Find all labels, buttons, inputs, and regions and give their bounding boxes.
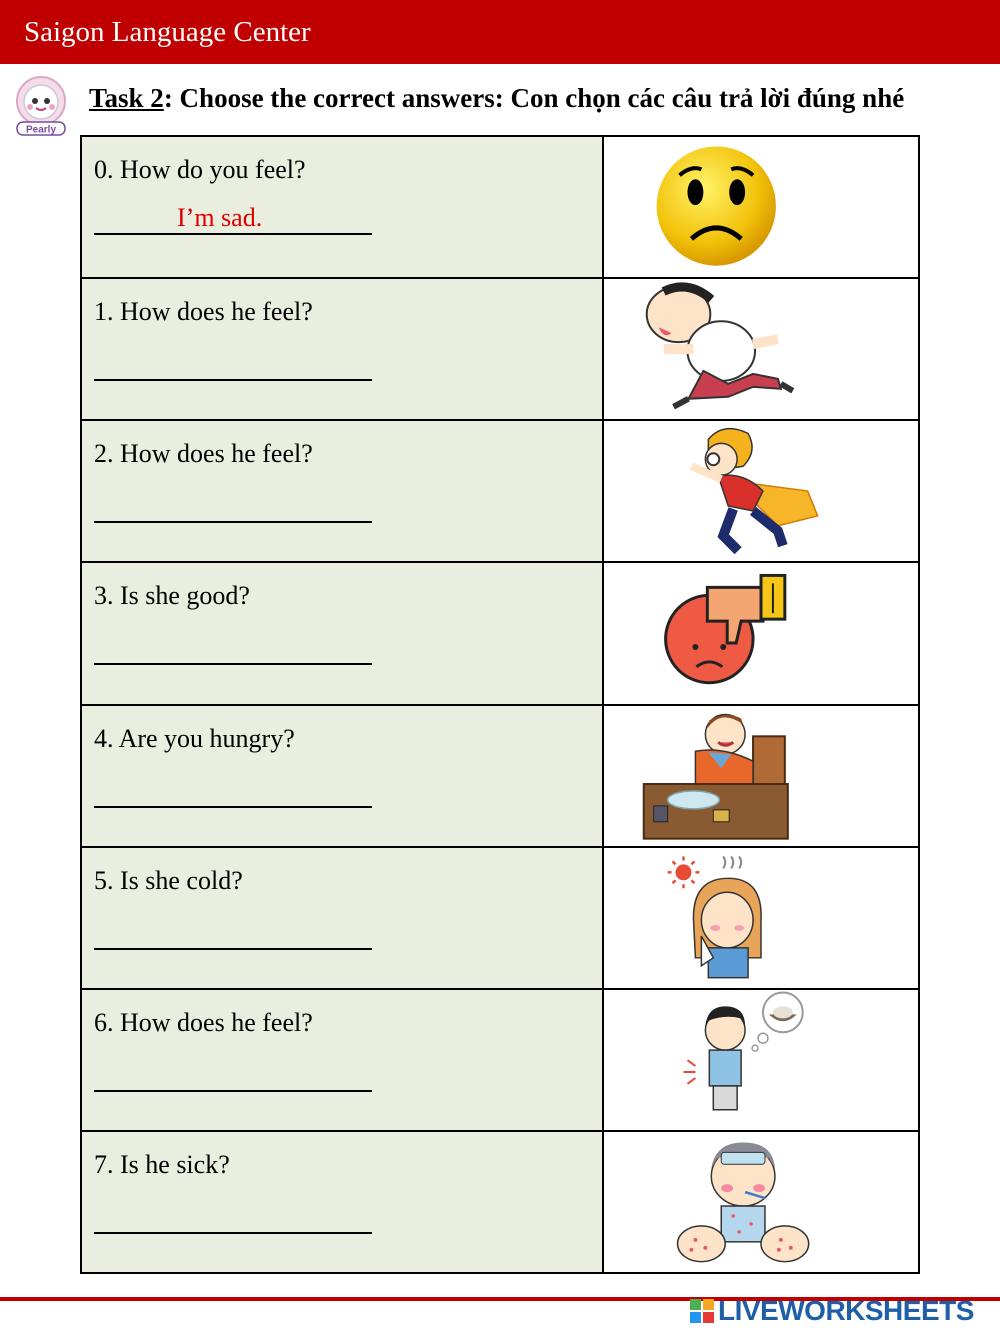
liveworksheets-logo-icon: [690, 1299, 714, 1323]
question-text: 6. How does he feel?: [94, 1007, 313, 1037]
picture-cell: [603, 847, 919, 989]
picture-cell: [603, 1131, 919, 1273]
question-row: [81, 562, 919, 704]
question-text: 4. Are you hungry?: [94, 723, 295, 753]
question-cell: [81, 562, 603, 704]
answer-blank[interactable]: [94, 1232, 372, 1234]
full-boy-at-table-icon: [604, 706, 918, 846]
pearly-mascot-icon: [12, 75, 70, 137]
header-bar: [0, 0, 1000, 64]
answer-text: I’m sad.: [177, 203, 263, 232]
brand-text: LIVEWORKSHEETS: [718, 1295, 974, 1326]
question-row: [81, 705, 919, 847]
worksheet-table: [80, 135, 920, 1274]
liveworksheets-logo[interactable]: [690, 1296, 974, 1326]
question-cell: [81, 705, 603, 847]
center-title: Saigon Language Center: [24, 16, 311, 48]
picture-cell: [603, 278, 919, 420]
answer-blank[interactable]: [94, 663, 372, 665]
hungry-boy-icon: [604, 990, 918, 1130]
answer-blank[interactable]: [94, 233, 372, 235]
question-cell: [81, 420, 603, 562]
picture-cell: [603, 562, 919, 704]
task-instruction: : Choose the correct answers: Con chọn các câu trả lời đúng nhé: [163, 83, 905, 113]
task-label: Task 2: [89, 83, 164, 113]
question-cell: [81, 847, 603, 989]
question-cell: [81, 278, 603, 420]
question-text: 5. Is she cold?: [94, 865, 243, 895]
question-cell: [81, 989, 603, 1131]
question-text: 0. How do you feel?: [94, 155, 306, 184]
question-cell: [81, 1131, 603, 1273]
picture-cell: [603, 420, 919, 562]
question-text: 1. How does he feel?: [94, 297, 313, 327]
hot-girl-icon: [604, 848, 918, 988]
question-row: [81, 847, 919, 989]
picture-cell: [603, 989, 919, 1131]
answer-blank[interactable]: [94, 1090, 372, 1092]
question-cell: [81, 136, 603, 278]
sick-boy-icon: [604, 1132, 918, 1272]
sad-face-icon: [604, 137, 918, 277]
superhero-boy-icon: [604, 421, 918, 561]
tired-runner-icon: [604, 279, 918, 419]
question-row: [81, 989, 919, 1131]
logo-label: Pearly: [25, 124, 57, 136]
question-text: 7. Is he sick?: [94, 1149, 230, 1179]
answer-blank[interactable]: [94, 806, 372, 808]
question-row: [81, 1131, 919, 1273]
task-heading: [89, 83, 904, 114]
question-row: [81, 278, 919, 420]
question-text: 2. How does he feel?: [94, 439, 313, 469]
picture-cell: [603, 136, 919, 278]
answer-blank[interactable]: [94, 379, 372, 381]
thumbs-down-face-icon: [604, 563, 918, 703]
question-text: 3. Is she good?: [94, 581, 250, 611]
picture-cell: [603, 705, 919, 847]
question-row: [81, 136, 919, 278]
answer-blank[interactable]: [94, 521, 372, 523]
answer-blank[interactable]: [94, 948, 372, 950]
question-row: [81, 420, 919, 562]
